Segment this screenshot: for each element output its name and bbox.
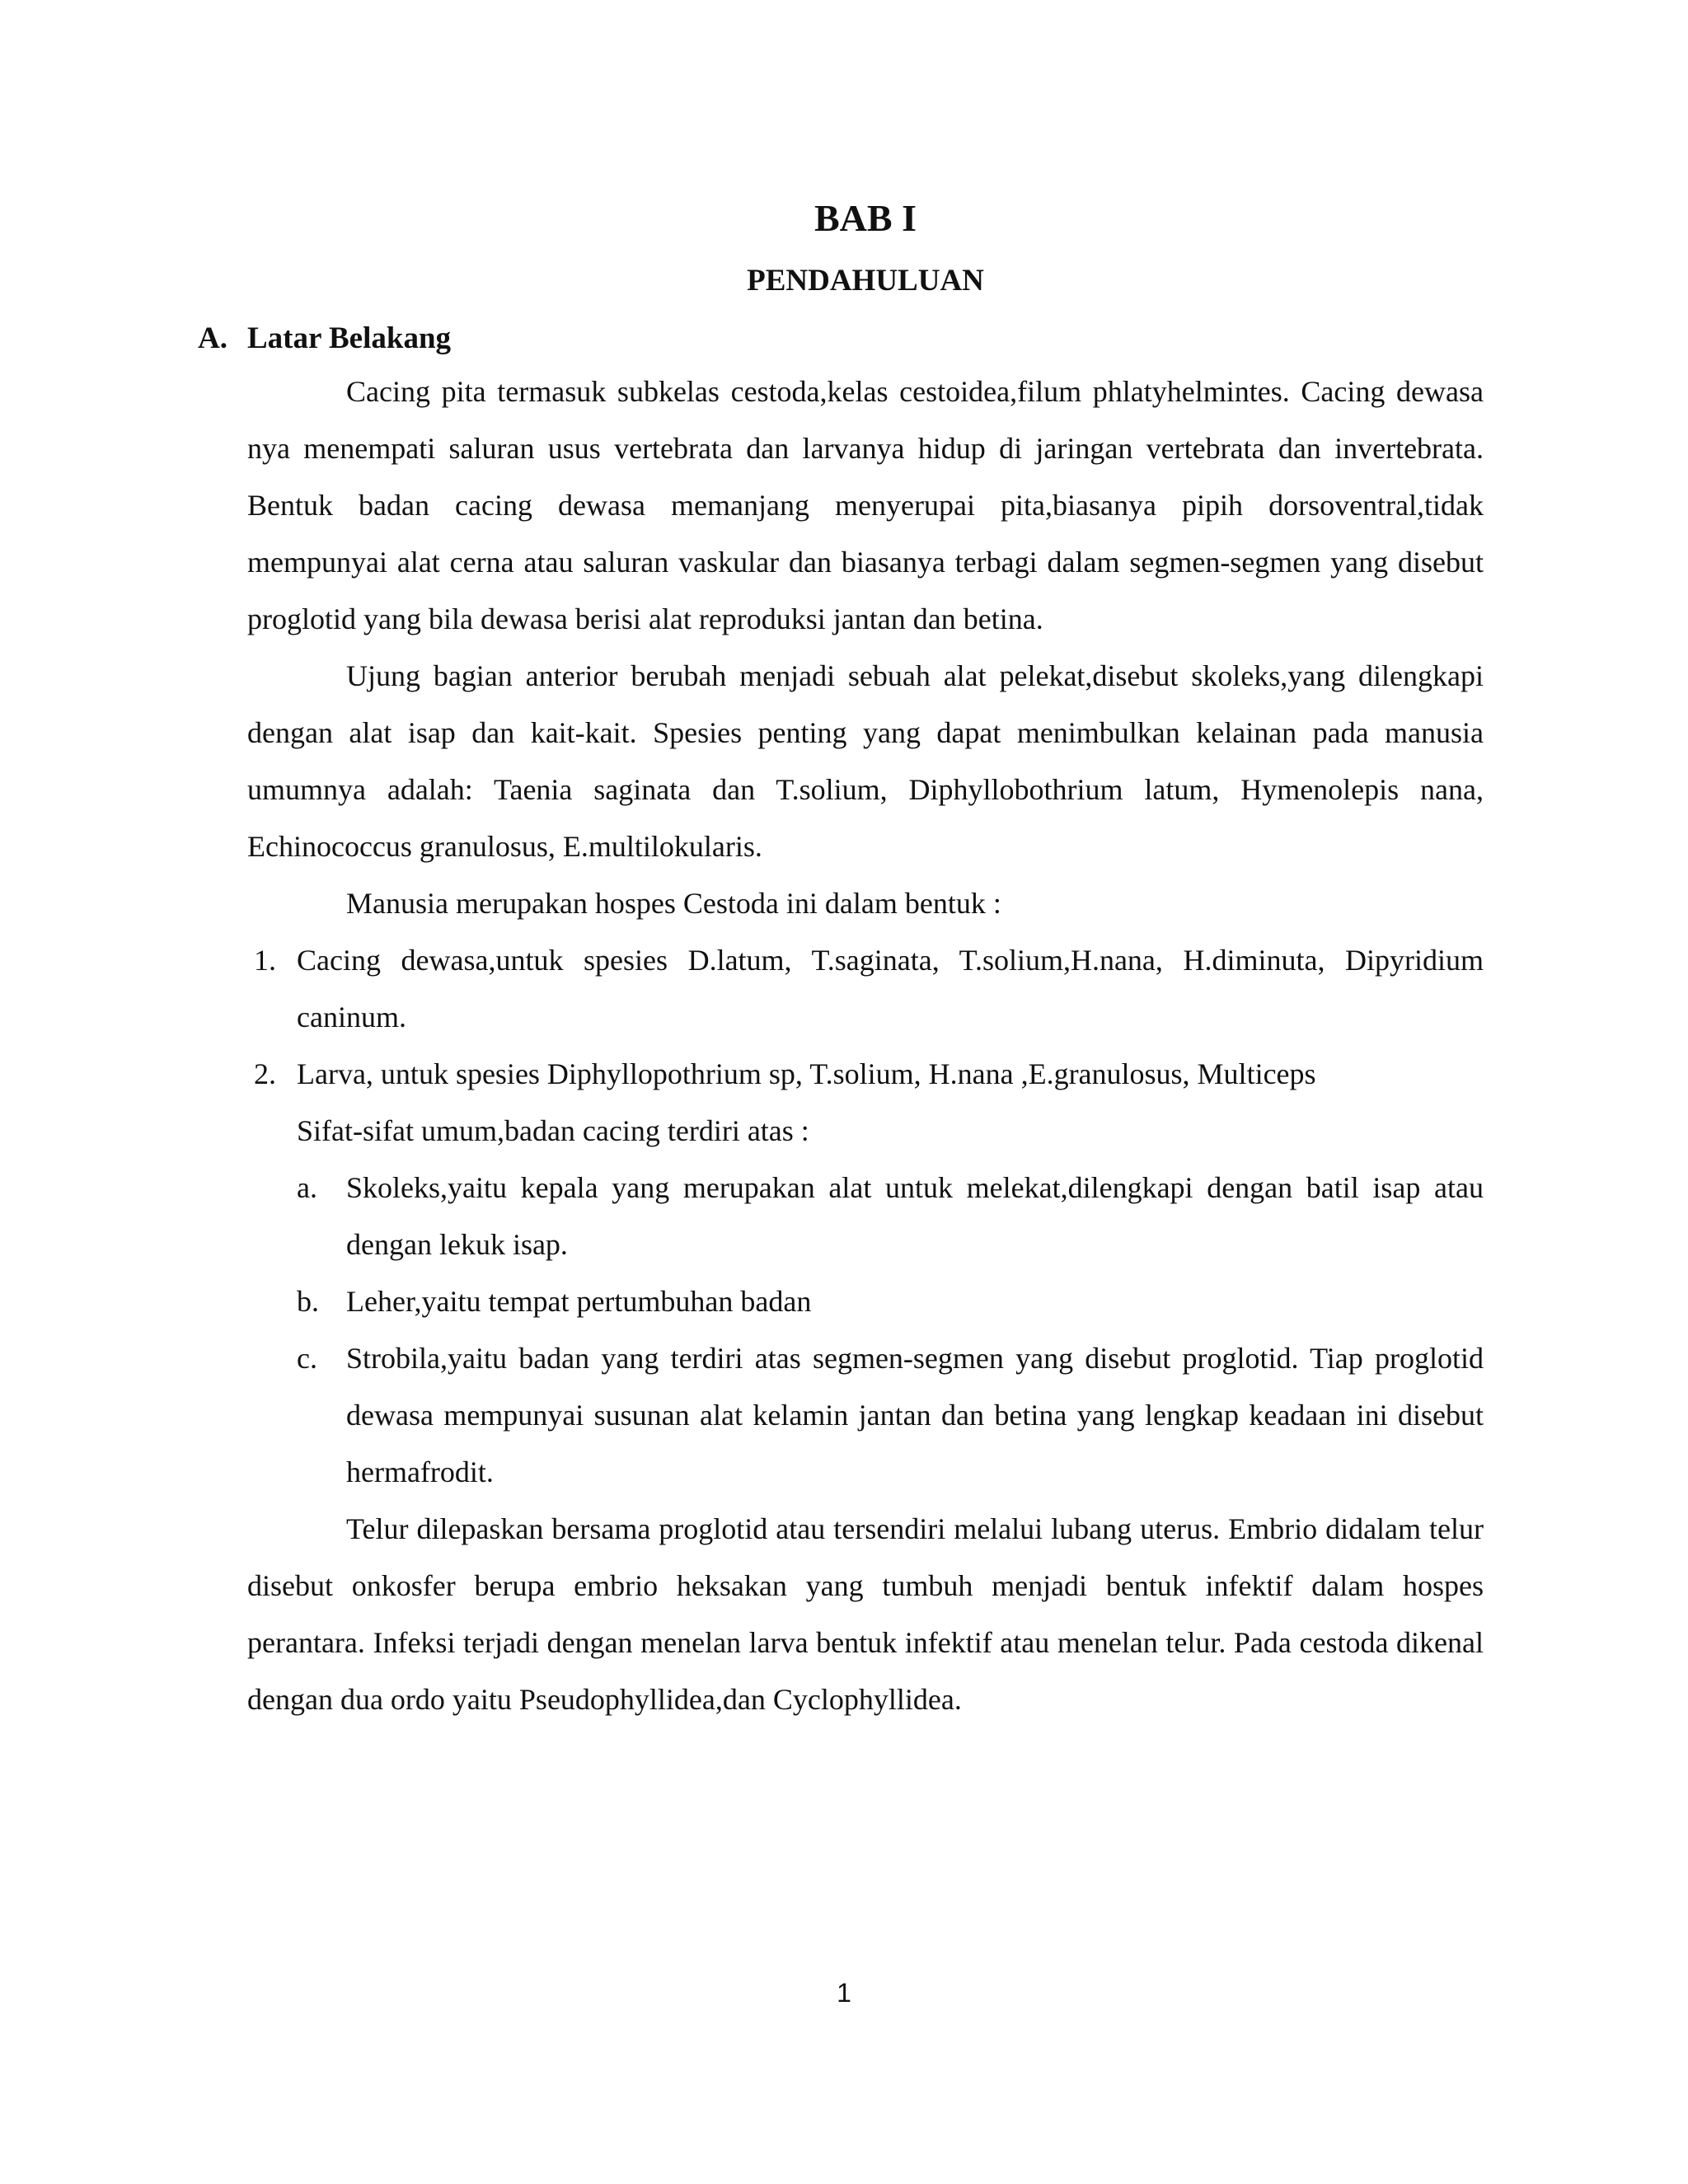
list-item — [247, 932, 1484, 1046]
paragraph-3: Manusia merupakan hospes Cestoda ini dalam bentuk : — [346, 887, 1001, 920]
sub-list-item — [247, 1160, 1484, 1273]
sub-list-intro: Sifat-sifat umum,badan cacing terdiri atas : — [297, 1114, 809, 1147]
list-item-number: 1. — [254, 944, 276, 977]
sub-list-item-text: Strobila,yaitu badan yang terdiri atas segmen-segmen yang disebut proglotid. Tiap proglotid dewasa mempunyai susunan alat kelamin jantan dan betina yang lengkap keadaan ini disebut hermafrodit. — [346, 1342, 1484, 1488]
page-content — [198, 194, 1484, 1728]
list-item-text: Cacing dewasa,untuk spesies D.latum, T.saginata, T.solium,H.nana, H.diminuta, Dipyridium caninum. — [297, 944, 1484, 1033]
section-marker: A. — [198, 321, 227, 355]
chapter-heading: BAB I — [814, 197, 917, 239]
sub-list-item-text: Skoleks,yaitu kepala yang merupakan alat untuk melekat,dilengkapi dengan batil isap atau dengan lekuk isap. — [346, 1171, 1484, 1261]
section-heading — [198, 314, 1484, 363]
sub-list-item-text: Leher,yaitu tempat pertumbuhan badan — [346, 1285, 812, 1318]
list-item-text: Larva, untuk spesies Diphyllopothrium sp, T.solium, H.nana ,E.granulosus, Multiceps — [297, 1057, 1316, 1090]
sub-list-item-letter: b. — [297, 1285, 319, 1318]
numbered-list — [247, 932, 1484, 1501]
list-item — [247, 1046, 1484, 1103]
paragraph-1: Cacing pita termasuk subkelas cestoda,kelas cestoidea,filum phlatyhelmintes. Cacing dewasa nya menempati saluran usus vertebrata dan larvanya hidup di jaringan vertebrata dan invertebrata. Bentuk badan cacing dewasa memanjang menyerupai pita,biasanya pipih dorsoventral,tidak mempunyai alat cerna atau saluran vaskular dan biasanya terbagi dalam segmen-segmen yang disebut proglotid yang bila dewasa berisi alat reproduksi jantan dan betina. — [247, 375, 1484, 635]
sub-list-item-letter: c. — [297, 1342, 317, 1375]
page-number: 1 — [837, 1978, 851, 2008]
section-title: Latar Belakang — [247, 321, 452, 355]
sub-list-item — [247, 1330, 1484, 1501]
sub-list-item-letter: a. — [297, 1171, 317, 1204]
list-item-number: 2. — [254, 1057, 276, 1090]
sub-list-item — [247, 1273, 1484, 1330]
paragraph-2: Ujung bagian anterior berubah menjadi sebuah alat pelekat,disebut skoleks,yang dilengkapi dengan alat isap dan kait-kait. Spesies penting yang dapat menimbulkan kelainan pada manusia umumnya adalah: Taenia saginata dan T.solium, Diphyllobothrium latum, Hymenolepis nana, Echinococcus granulosus, E.multilokularis. — [247, 659, 1484, 863]
paragraph-4: Telur dilepaskan bersama proglotid atau tersendiri melalui lubang uterus. Embrio didalam telur disebut onkosfer berupa embrio heksakan yang tumbuh menjadi bentuk infektif dalam hospes perantara. Infeksi terjadi dengan menelan larva bentuk infektif atau menelan telur. Pada cestoda dikenal dengan dua ordo yaitu Pseudophyllidea,dan Cyclophyllidea. — [247, 1512, 1484, 1716]
chapter-title: PENDAHULUAN — [747, 264, 984, 298]
